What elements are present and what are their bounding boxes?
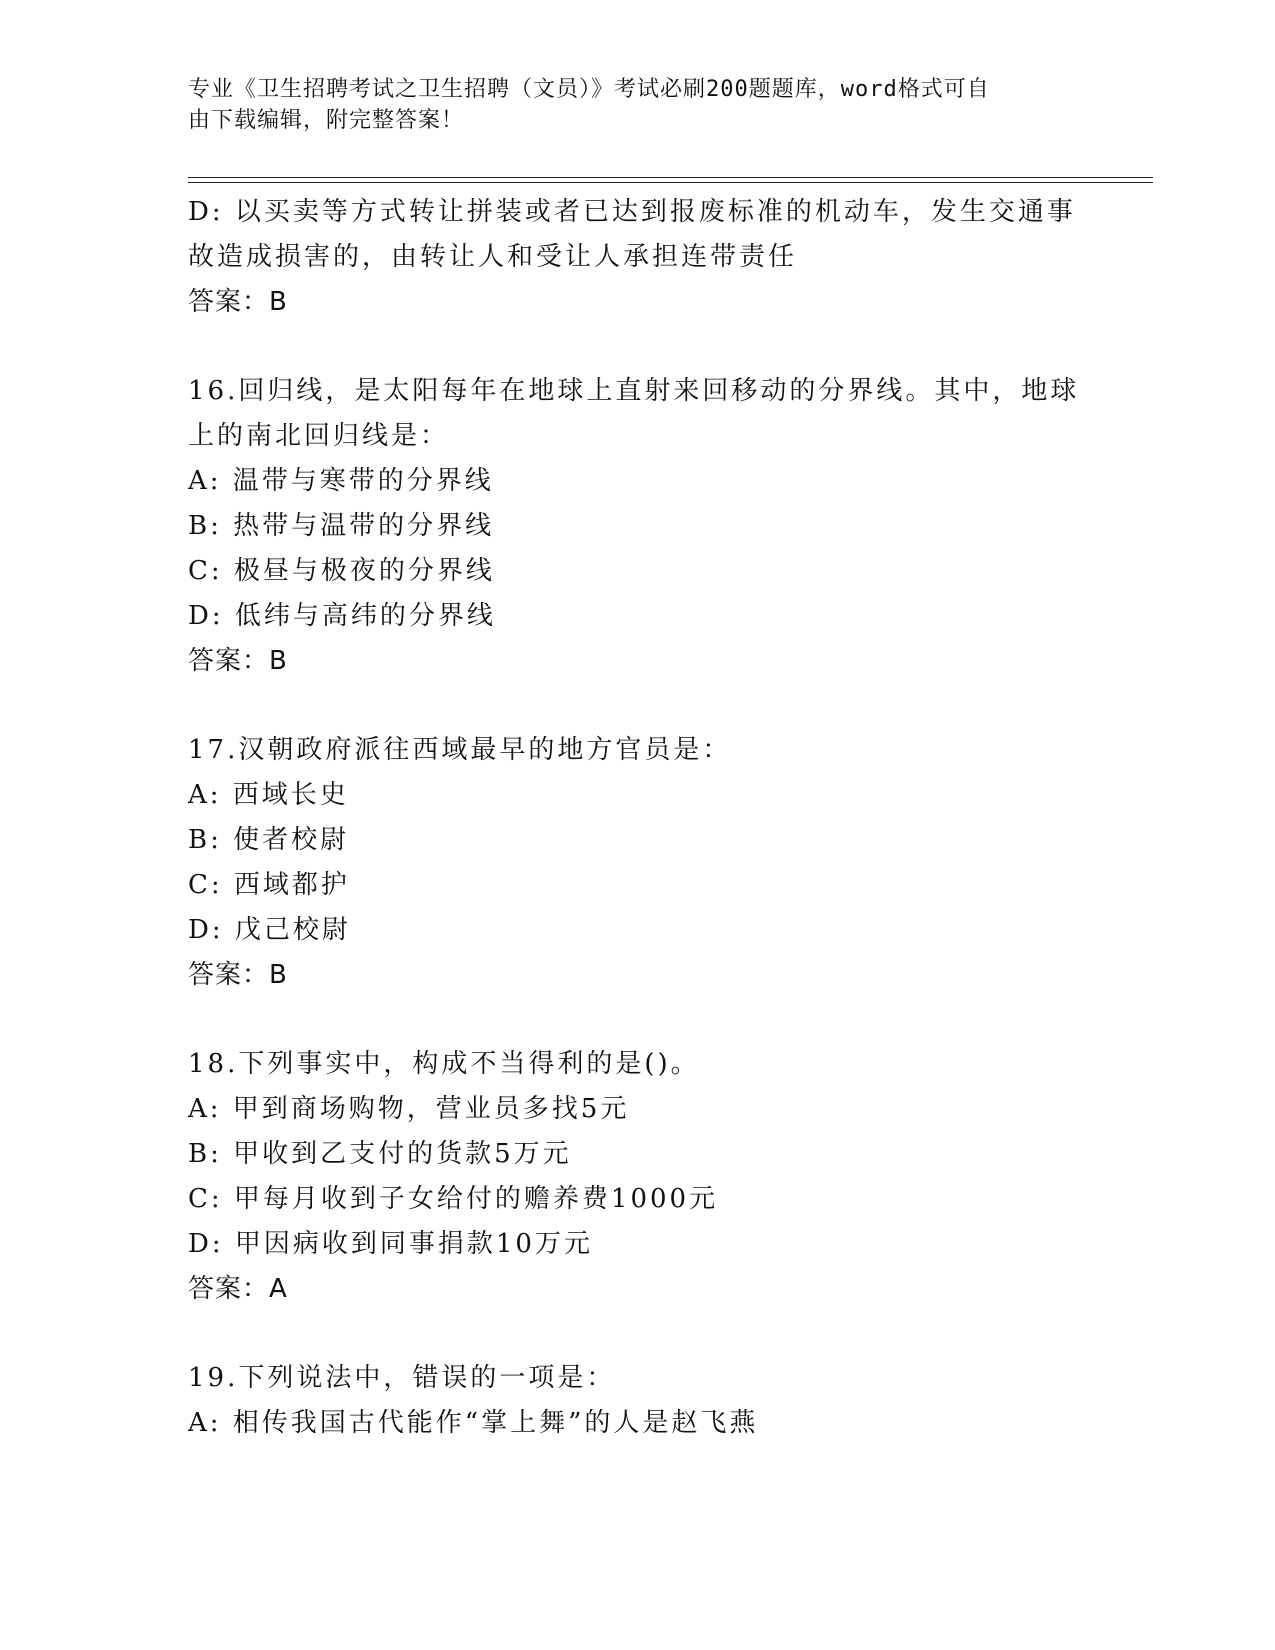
option-a: A: 相传我国古代能作“掌上舞”的人是赵飞燕 [188,1408,759,1438]
option-c: C: 极昼与极夜的分界线 [188,556,495,586]
document-header [188,74,1068,136]
question-block-18 [188,1042,1088,1312]
option-d-line-2: 故造成损害的，由转让人和受让人承担连带责任 [188,242,798,272]
option-b: B: 热带与温带的分界线 [188,511,495,541]
option-d: D: 甲因病收到同事捐款10万元 [188,1229,593,1259]
option-c: C: 甲每月收到子女给付的赡养费1000元 [188,1184,719,1214]
question-block-17 [188,728,1088,998]
question-stem: 18.下列事实中，构成不当得利的是()。 [188,1049,700,1079]
option-d: D: 戊己校尉 [188,915,351,945]
option-b: B: 使者校尉 [188,825,350,855]
question-list [188,190,1088,1446]
spacer [188,998,1088,1042]
question-block-19 [188,1356,1088,1446]
option-a: A: 西域长史 [188,780,349,810]
option-c: C: 西域都护 [188,870,350,900]
answer-label: 答案：B [188,287,288,317]
option-a: A: 温带与寒带的分界线 [188,466,494,496]
question-stem: 17.汉朝政府派往西域最早的地方官员是： [188,735,732,765]
option-d-line-1: D: 以买卖等方式转让拼装或者已达到报废标准的机动车，发生交通事 [188,197,1076,227]
question-block-prev [188,190,1088,325]
answer-label: 答案：A [188,1274,288,1304]
spacer [188,1312,1088,1356]
question-block-16 [188,369,1088,684]
option-d: D: 低纬与高纬的分界线 [188,601,496,631]
question-stem-line-1: 16.回归线，是太阳每年在地球上直射来回移动的分界线。其中，地球 [188,376,1080,406]
question-stem-line-2: 上的南北回归线是： [188,421,450,451]
header-divider-top [188,177,1153,178]
answer-label: 答案：B [188,646,288,676]
option-a: A: 甲到商场购物，营业员多找5元 [188,1094,630,1124]
answer-label: 答案：B [188,960,288,990]
header-divider-bottom [188,182,1153,183]
question-stem: 19.下列说法中，错误的一项是： [188,1363,616,1393]
spacer [188,325,1088,369]
spacer [188,684,1088,728]
header-line-1: 专业《卫生招聘考试之卫生招聘（文员）》考试必刷200题题库，word格式可自 [188,77,990,102]
header-line-2: 由下载编辑，附完整答案！ [188,108,465,133]
option-b: B: 甲收到乙支付的货款5万元 [188,1139,572,1169]
